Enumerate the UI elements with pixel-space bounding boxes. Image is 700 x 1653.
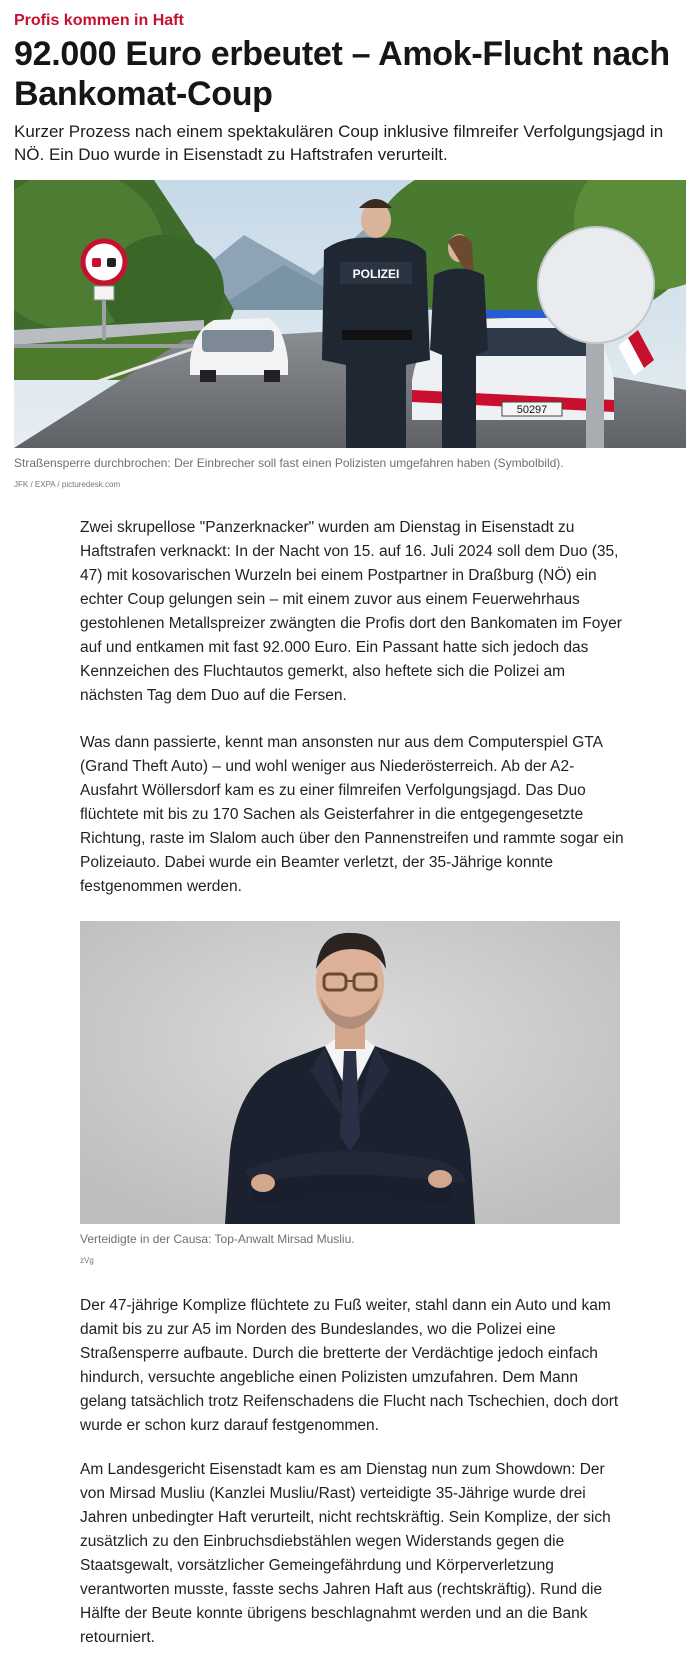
article-paragraph-2: Was dann passierte, kennt man ansonsten nur aus dem Computerspiel GTA (Grand Theft Auto) – und wohl weniger aus Niederösterreich. Ab der A2-Ausfahrt Wöllersdorf kam es zu einer filmreifen Verfolgungsjagd. Das Duo flüchtete mit bis zu 170 Sachen als Geisterfahrer in die entgegengesetzte Richtung, raste im Slalom auch über den Pannenstreifen und rammte sogar ein Polizeiauto. Dabei wurde ein Beamter verletzt, der 35-Jährige konnte festgenommen werden. — [80, 734, 624, 895]
article-lead: Kurzer Prozess nach einem spektakulären Coup inklusive filmreifer Verfolgungsjagd in NÖ. Ein Duo wurde in Eisenstadt zu Haftstrafen verurteilt. — [14, 122, 664, 164]
vest-text: POLIZEI — [352, 267, 400, 281]
police-car-plate: 50297 — [516, 404, 548, 416]
portrait-image-credit: zVg — [80, 1256, 94, 1265]
portrait-image-caption: Verteidigte in der Causa: Top-Anwalt Mirsad Musliu. — [80, 1232, 355, 1246]
portrait-image[interactable] — [80, 921, 620, 1224]
article-paragraph-1: Zwei skrupellose "Panzerknacker" wurden am Dienstag in Eisenstadt zu Haftstrafen verknackt: In der Nacht von 15. auf 16. Juli 2024 soll dem Duo (35, 47) mit kosovarischen Wurzeln bei einem Postpartner in Draßburg (NÖ) ein echter Coup gelungen sein – mit einem zuvor aus einem Feuerwehrhaus gestohlenen Metallspreizer zwängten die Profis dort den Bankomaten im Foyer auf und entkamen mit fast 92.000 Euro. Ein Passant hatte sich jedoch das Kennzeichen des Fluchtautos gemerkt, also heftete sich die Polizei am nächsten Tag dem Duo auf die Fersen. — [80, 519, 622, 704]
article-kicker: Profis kommen in Haft — [14, 12, 184, 29]
hero-image-caption: Straßensperre durchbrochen: Der Einbrecher soll fast einen Polizisten umgefahren haben (Symbolbild). — [14, 456, 564, 470]
article-paragraph-4: Am Landesgericht Eisenstadt kam es am Dienstag nun zum Showdown: Der von Mirsad Musliu (Kanzlei Musliu/Rast) verteidigte 35-Jährige wurde drei Jahren unbedingter Haft verurteilt, nicht rechtskräftig. Sein Komplize, der sich zusätzlich zu den Einbruchsdiebstählen wegen Widerstands gegen die Staatsgewalt, vorsätzlicher Gemeingefährdung und Körperverletzung verantworten musste, fasste sechs Jahren Haft aus (rechtskräftig). Rund die Hälfte der Beute konnte übrigens beschlagnahmt werden und an die Bank retourniert. — [80, 1461, 611, 1646]
article-paragraph-3: Der 47-jährige Komplize flüchtete zu Fuß weiter, stahl dann ein Auto und kam damit bis zu zur A5 im Norden des Bundeslandes, wo die Polizei eine Straßensperre aufbaute. Durch die bretterte der Verdächtige jedoch einfach hindurch, versuchte angebliche einen Polizisten umzufahren. Dem Mann gelang tatsächlich trotz Reifenschadens die Flucht nach Tschechien, doch dort wurde er schon kurz darauf festgenommen. — [80, 1297, 619, 1434]
article-headline: 92.000 Euro erbeutet – Amok-Flucht nach Bankomat-Coup — [14, 35, 670, 113]
hero-image[interactable] — [14, 180, 686, 448]
hero-image-credit: JFK / EXPA / picturedesk.com — [14, 480, 121, 489]
